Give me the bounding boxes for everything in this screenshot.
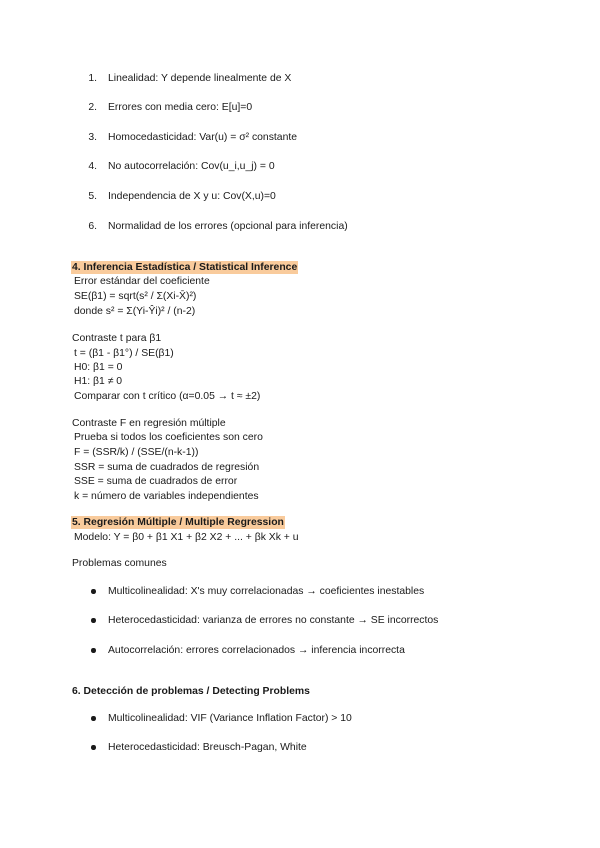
list-item: Homocedasticidad: Var(u) = σ² constante: [108, 132, 298, 143]
list-item: Linealidad: Y depende linealmente de X: [108, 73, 292, 84]
formula-line: SE(β1) = sqrt(s² / Σ(Xi-X̄)²): [74, 291, 197, 302]
text-line: Prueba si todos los coeficientes son cero: [74, 432, 263, 443]
list-number: 6.: [88, 221, 97, 232]
formula-line: F = (SSR/k) / (SSE/(n-k-1)): [74, 447, 199, 458]
text-line: SSR = suma de cuadrados de regresión: [74, 462, 260, 473]
list-item: Errores con media cero: E[u]=0: [108, 102, 253, 113]
list-item: Normalidad de los errores (opcional para inferencia): [108, 221, 348, 232]
formula-line: donde s² = Σ(Yi-Ŷi)² / (n-2): [74, 306, 196, 317]
subsection-title: Contraste t para β1: [72, 333, 162, 344]
list-number: 2.: [88, 102, 97, 113]
list-number: 5.: [88, 191, 97, 202]
bullet-icon: [91, 716, 96, 721]
list-item: Multicolinealidad: X's muy correlacionadas → coeficientes inestables: [108, 586, 425, 597]
section-heading: 6. Detección de problemas / Detecting Problems: [72, 686, 310, 697]
list-number: 4.: [88, 161, 97, 172]
text-line: SSE = suma de cuadrados de error: [74, 476, 238, 487]
text-line: Error estándar del coeficiente: [74, 276, 210, 287]
list-item: Heterocedasticidad: Breusch-Pagan, White: [108, 742, 307, 753]
subsection-title: Problemas comunes: [72, 558, 167, 569]
section-heading: 5. Regresión Múltiple / Multiple Regression: [72, 517, 284, 528]
list-item: Independencia de X y u: Cov(X,u)=0: [108, 191, 276, 202]
section-heading: 4. Inferencia Estadística / Statistical Inference: [72, 262, 298, 273]
list-number: 3.: [88, 132, 97, 143]
list-number: 1.: [88, 73, 97, 84]
formula-line: t = (β1 - β1°) / SE(β1): [74, 348, 174, 359]
formula-line: H1: β1 ≠ 0: [74, 376, 123, 387]
list-item: Autocorrelación: errores correlacionados → inferencia incorrecta: [108, 645, 405, 656]
bullet-icon: [91, 648, 96, 653]
bullet-icon: [91, 745, 96, 750]
bullet-icon: [91, 618, 96, 623]
text-line: Comparar con t crítico (α=0.05 → t ≈ ±2): [74, 391, 261, 402]
list-item: Heterocedasticidad: varianza de errores no constante → SE incorrectos: [108, 615, 439, 626]
text-line: k = número de variables independientes: [74, 491, 259, 502]
formula-line: H0: β1 = 0: [74, 362, 123, 373]
list-item: Multicolinealidad: VIF (Variance Inflation Factor) > 10: [108, 713, 352, 724]
bullet-icon: [91, 589, 96, 594]
subsection-title: Contraste F en regresión múltiple: [72, 418, 226, 429]
formula-line: Modelo: Y = β0 + β1 X1 + β2 X2 + ... + βk Xk + u: [74, 532, 299, 543]
list-item: No autocorrelación: Cov(u_i,u_j) = 0: [108, 161, 275, 172]
